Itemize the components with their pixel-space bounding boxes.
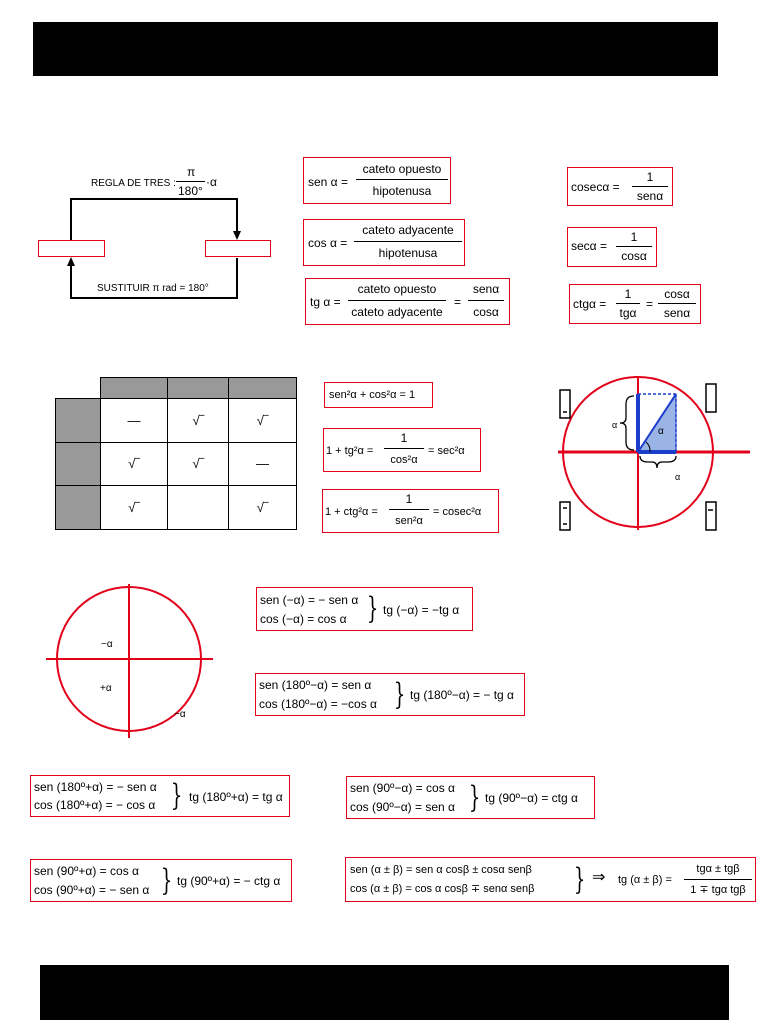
minus-alpha-label-2: −α bbox=[174, 709, 186, 720]
id-tg-num: 1 bbox=[400, 431, 408, 445]
cos-lhs: cos α = bbox=[308, 236, 348, 250]
ctg-num2: cosα bbox=[664, 287, 690, 301]
pyth-text: sen²α + cos²α = 1 bbox=[329, 389, 416, 401]
implies-arrow: ⇒ bbox=[592, 869, 606, 886]
id-tg-den: cos²α bbox=[390, 454, 418, 466]
table-cell: √‾ bbox=[229, 486, 297, 530]
pi-symbol: π bbox=[187, 165, 196, 179]
brace: } bbox=[573, 862, 586, 897]
bottom-banner bbox=[40, 965, 729, 1020]
plus180-line1: sen (180º+α) = − sen α bbox=[34, 780, 157, 794]
plus-180-box bbox=[30, 775, 290, 817]
sen-num: cateto opuesto bbox=[362, 162, 442, 176]
sen-lhs: sen α = bbox=[308, 175, 348, 189]
sup180-line1: sen (180º−α) = sen α bbox=[259, 678, 372, 692]
cosec-num: 1 bbox=[646, 170, 654, 184]
table-cell: √‾ bbox=[100, 486, 168, 530]
tg-lhs: tg α = bbox=[310, 295, 341, 309]
table-cell: — bbox=[100, 399, 168, 443]
table-cell: — bbox=[229, 442, 297, 486]
id-ctg-rhs: = cosec²α bbox=[433, 506, 482, 518]
ctg-num: 1 bbox=[624, 287, 632, 301]
plus-90-box bbox=[30, 859, 292, 902]
plus-alpha-label: +α bbox=[100, 683, 112, 694]
neg-line1: sen (−α) = − sen α bbox=[260, 593, 359, 607]
deg-180: 180° bbox=[178, 184, 203, 198]
base-alpha-label: α bbox=[675, 472, 681, 482]
times-alpha: ·α bbox=[206, 175, 217, 189]
negative-angle-box bbox=[256, 587, 473, 631]
plus90-line2: cos (90º+α) = − sen α bbox=[34, 883, 150, 897]
brace: } bbox=[393, 677, 406, 712]
id-ctg-num: 1 bbox=[405, 492, 413, 506]
comp90-right: tg (90º−α) = ctg α bbox=[485, 791, 578, 805]
sum-difference-box bbox=[345, 857, 756, 902]
substitute-label: SUSTITUIR π rad = 180° bbox=[97, 283, 209, 294]
table-cell: √‾ bbox=[168, 399, 229, 443]
tg-eq: = bbox=[454, 295, 462, 309]
table-cell: √‾ bbox=[168, 442, 229, 486]
minus-alpha-label: −α bbox=[101, 639, 113, 650]
table-cell: √‾ bbox=[100, 442, 168, 486]
cos-num: cateto adyacente bbox=[362, 223, 454, 237]
comp90-line2: cos (90º−α) = sen α bbox=[350, 800, 455, 814]
sum-line1: sen (α ± β) = sen α cosβ ± cosα senβ bbox=[350, 864, 532, 876]
comp90-line1: sen (90º−α) = cos α bbox=[350, 781, 455, 795]
brace: } bbox=[468, 780, 481, 815]
id-ctg-den: sen²α bbox=[395, 515, 423, 527]
sen-den: hipotenusa bbox=[372, 184, 432, 198]
brace: } bbox=[366, 591, 379, 626]
ctg-den2: senα bbox=[663, 306, 691, 320]
id-tg-lhs: 1 + tg²α = bbox=[326, 445, 374, 457]
sum-right: tg (α ± β) = bbox=[618, 874, 672, 886]
tg-num2: senα bbox=[472, 282, 500, 296]
ctg-den: tgα bbox=[619, 306, 637, 320]
cos-den: hipotenusa bbox=[378, 246, 438, 260]
sum-line2: cos (α ± β) = cos α cosβ ∓ senα senβ bbox=[350, 883, 535, 895]
plus180-right: tg (180º+α) = tg α bbox=[189, 790, 283, 804]
neg-right: tg (−α) = −tg α bbox=[383, 603, 460, 617]
angle-alpha-label: α bbox=[658, 426, 664, 437]
sec-lhs: secα = bbox=[571, 239, 607, 253]
neg-line2: cos (−α) = cos α bbox=[260, 612, 347, 626]
brace: } bbox=[160, 863, 173, 898]
plus90-right: tg (90º+α) = − ctg α bbox=[177, 874, 281, 888]
cosec-lhs: cosecα = bbox=[571, 180, 620, 194]
cosec-den: senα bbox=[636, 189, 664, 203]
plus90-line1: sen (90º+α) = cos α bbox=[34, 864, 139, 878]
tg-num: cateto opuesto bbox=[357, 282, 437, 296]
sup180-right: tg (180º−α) = − tg α bbox=[410, 688, 514, 702]
tg-den2: cosα bbox=[473, 305, 499, 319]
sup180-line2: cos (180º−α) = −cos α bbox=[259, 697, 377, 711]
id-ctg-lhs: 1 + ctg²α = bbox=[325, 506, 378, 518]
sec-den: cosα bbox=[621, 249, 647, 263]
ctg-eq: = bbox=[646, 297, 654, 311]
sum-den: 1 ∓ tgα tgβ bbox=[690, 884, 746, 896]
id-tg-rhs: = sec²α bbox=[428, 445, 465, 457]
ctg-lhs: ctgα = bbox=[573, 297, 607, 311]
table-cell: √‾ bbox=[229, 399, 297, 443]
complementary-angle-box bbox=[346, 776, 595, 819]
rule-of-three-label: REGLA DE TRES : bbox=[91, 178, 176, 189]
sum-num: tgα ± tgβ bbox=[696, 863, 740, 875]
height-alpha-label: α bbox=[612, 420, 618, 430]
tg-den: cateto adyacente bbox=[351, 305, 443, 319]
plus180-line2: cos (180º+α) = − cos α bbox=[34, 798, 156, 812]
sec-num: 1 bbox=[630, 230, 638, 244]
brace: } bbox=[170, 778, 183, 813]
supplementary-angle-box bbox=[255, 673, 525, 716]
